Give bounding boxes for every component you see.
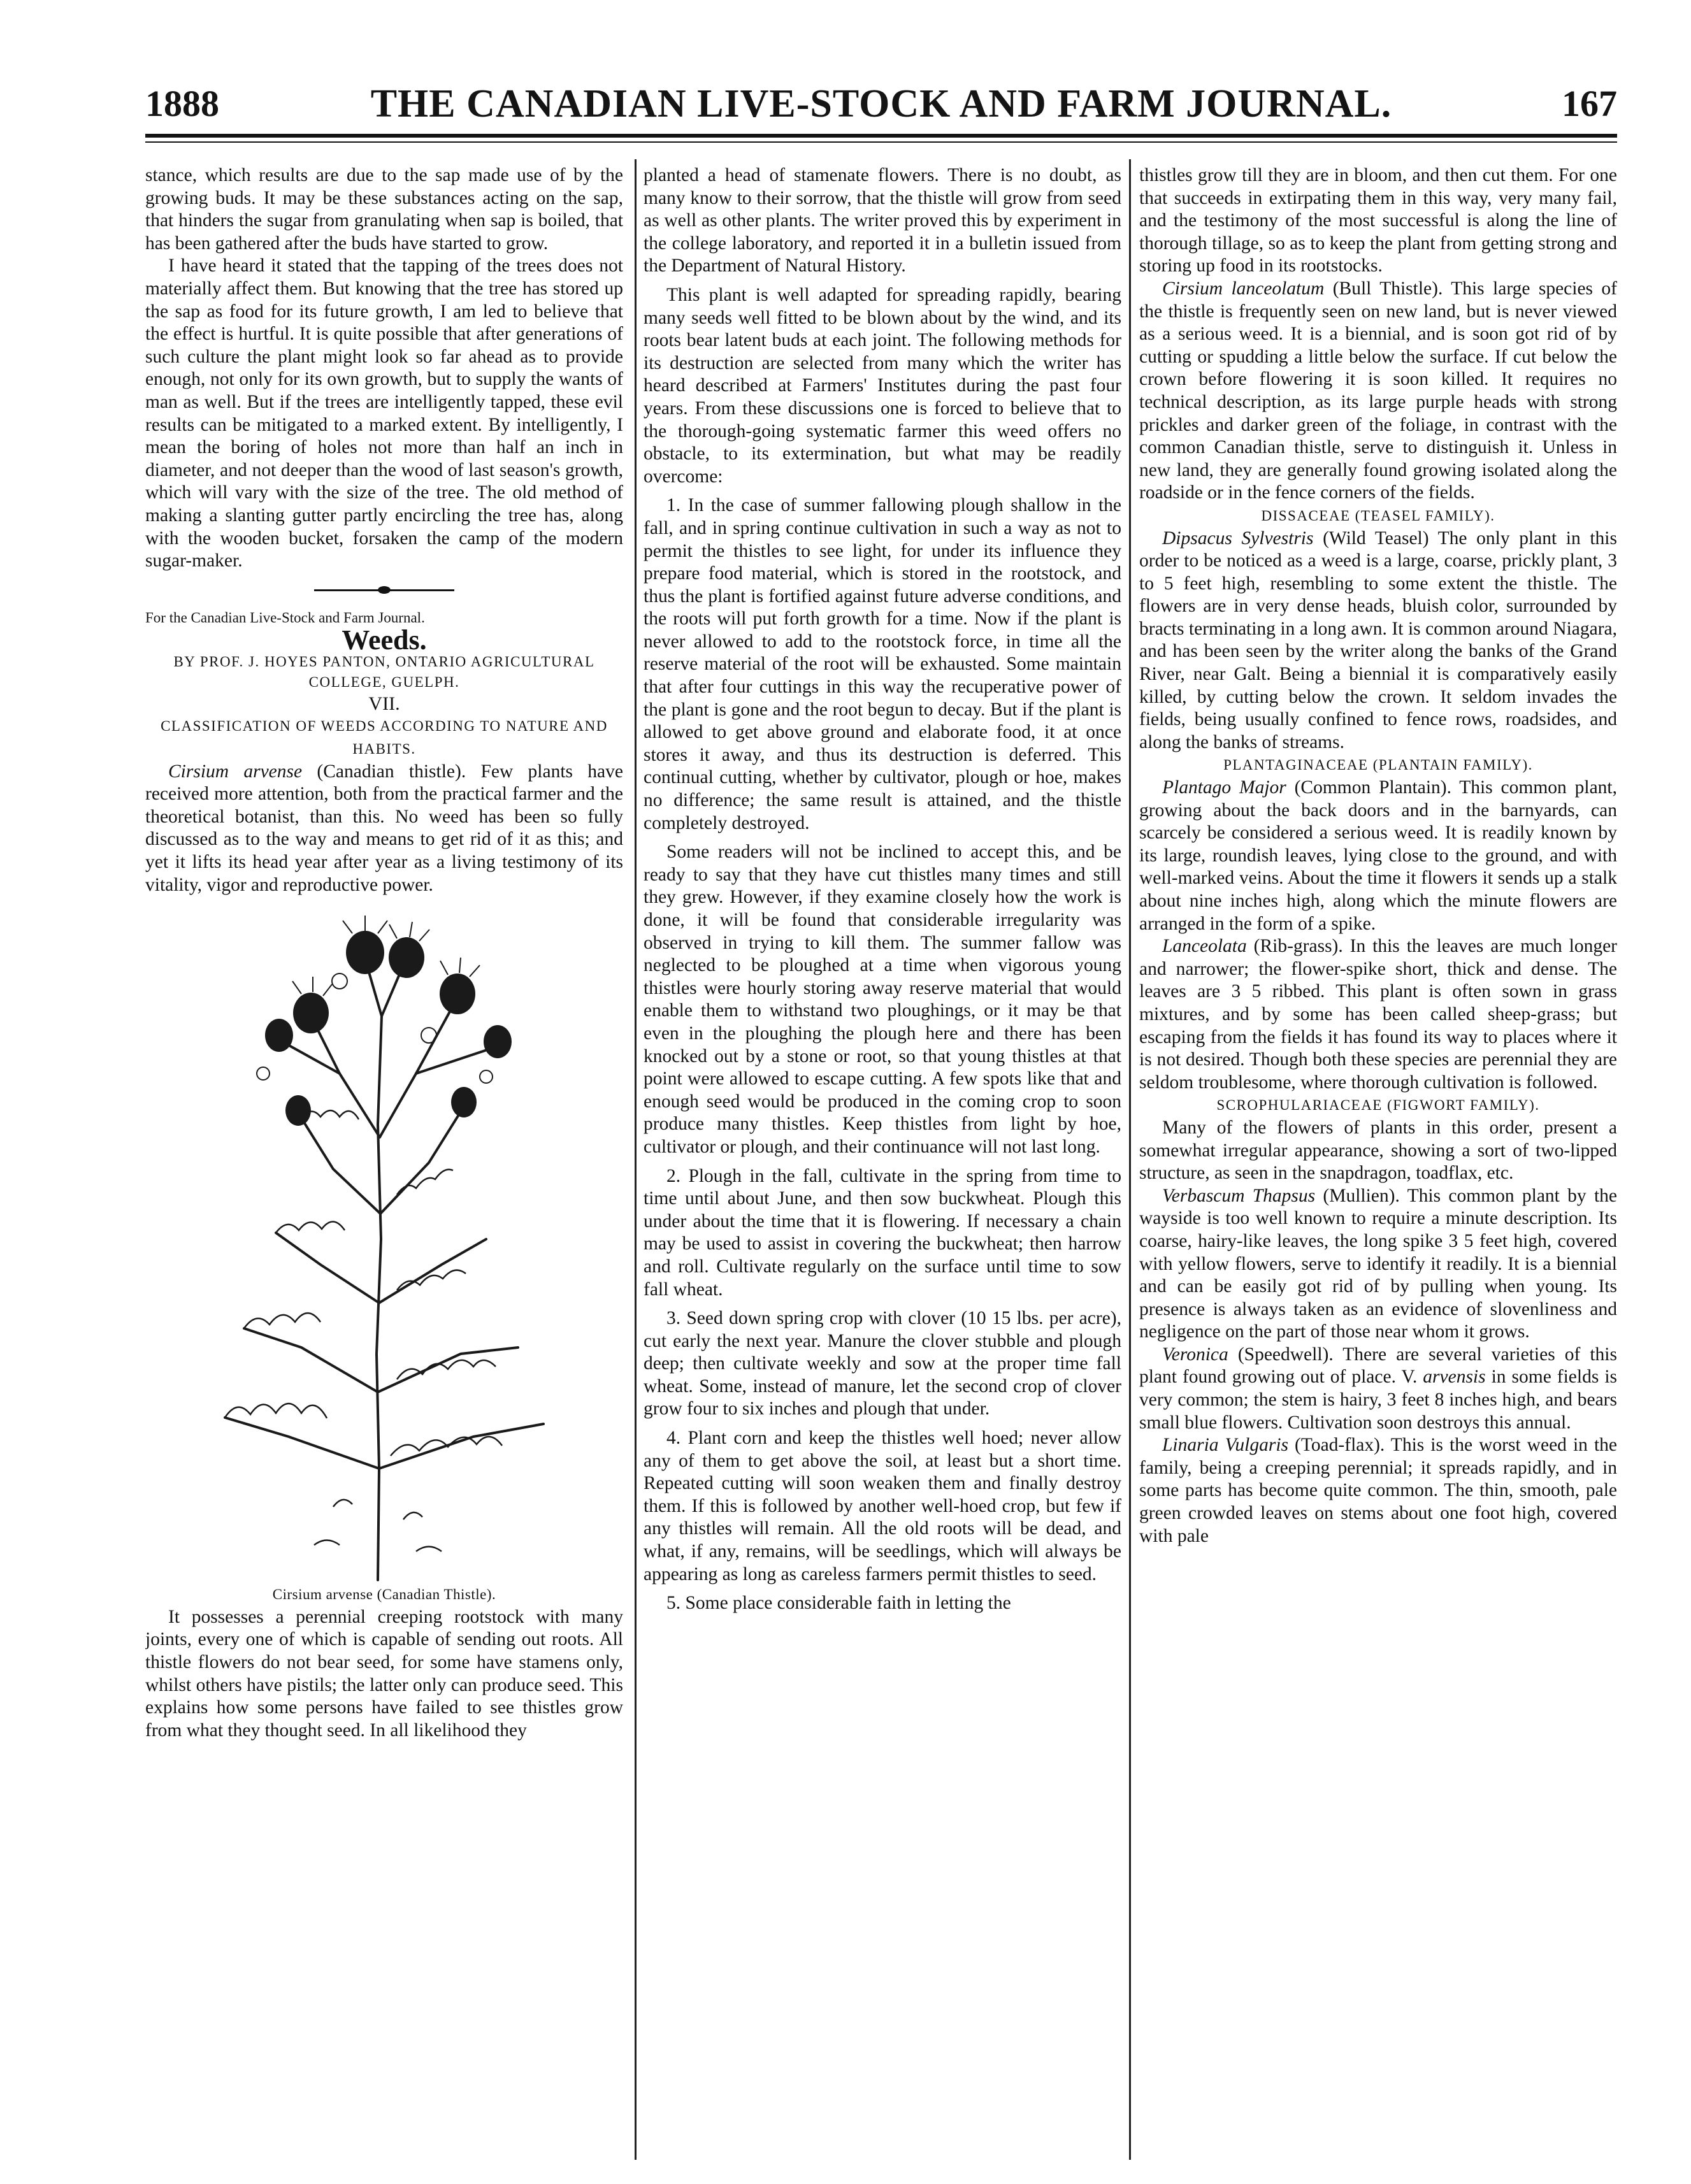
section-heading-teasel: DISSACEAE (TEASEL FAMILY). xyxy=(1261,507,1495,524)
column-divider-1 xyxy=(635,159,637,2160)
col2-paragraph-4: Some readers will not be inclined to accept this, and be ready to say that they have cut thistles many times and still they grew. However, if they examine closely how the work is done, it will be found that considerable irregularity was observed in trying to kill them. The summer fallow was neglected to be ploughed at a time when vigorous young thistles were hourly storing away reserve material that would enable them to withstand two ploughings, or it may be that even in the ploughing the plough here and there has been knocked out by a stone or root, so that young thistles at that point were allowed to escape cutting. A few spots like that and enough seed would be produced in the coming crop to soon produce many thistles. Keep thistles from light by hoe, cultivator or plough, and their continuance will not last long. xyxy=(644,842,1121,1157)
col3-paragraph-rib-grass: Lanceolata (Rib-grass). In this the leaves are much longer and narrower; the flower-spike short, thick and dense. The leaves are 3 5 ribbed. This plant is often sown in grass mixtures, and by some has been called sheep-grass; but escaping from the fields it has found its way to places where it is not desired. Though both these species are perennial they are seldom troublesome, where thorough cultivation is followed. xyxy=(1139,936,1617,1093)
thistle-drawing-icon xyxy=(187,908,582,1583)
header-rule-thin xyxy=(145,141,1617,143)
col2-paragraph-8: 5. Some place considerable faith in letting the xyxy=(666,1593,1011,1614)
article-part-number: VII. xyxy=(368,693,400,714)
figure-caption: Cirsium arvense (Canadian Thistle). xyxy=(272,1586,496,1603)
article-separator xyxy=(314,589,454,591)
col2-paragraph-3: 1. In the case of summer fallowing plough shallow in the fall, and in spring continue cultivation in such a way as not to permit the thistles to see light, for under its influence they prepare food material, which is stored in the rootstock, and thus the plant is fortified against future adverse conditions, and the roots will put forth growth for a time. Now if the plant is never allowed to add to the rootstock force, in time all the reserve material of the root will be exhausted. Some maintain that after four cuttings in this way the recuperative power of the plant is gone and the root begun to decay. But if the plant is allowed to get above ground and elaborate food, it at once stores it away, and thus its destruction is deferred. This continual cutting, whether by cultivator, plough or hoe, makes no difference; the same result is attained, and the thistle completely destroyed. xyxy=(644,495,1121,833)
col3-paragraph-mullien: Verbascum Thapsus (Mullien). This common plant by the wayside is too well known to require a minute description. Its coarse, hairy-like leaves, the long spike 3 5 feet high, covered with yellow flowers, serve to identify it readily. It is a biennial and can be easily got rid of by pulling when young. Its presence is always taken as an evidence of slovenliness and negligence on the part of those near whom it grows. xyxy=(1139,1185,1617,1342)
column-3 xyxy=(1139,164,1617,2152)
page-header xyxy=(145,75,1617,133)
column-2 xyxy=(644,164,1121,2152)
species-name: Cirsium arvense xyxy=(168,761,303,782)
col3-paragraph-bull-thistle: Cirsium lanceolatum (Bull Thistle). This large species of the thistle is frequently seen on new land, but is never viewed as a serious weed. It is a biennial, and is soon got rid of by cutting or spudding a little below the surface. If cut below the crown before flowering it is soon killed. It requires no technical description, as its large purple heads with strong prickles and darker green of the foliage, in contrast with the common Canadian thistle, serve to distinguish it. Unless in new land, they are generally found growing isolated along the roadside or in the fence corners of the fields. xyxy=(1139,278,1617,503)
col3-paragraph-1: thistles grow till they are in bloom, and then cut them. For one that succeeds in extirpating them in this way, very many fail, and the testimony of the most successful is along the line of thorough tillage, so as to keep the plant from getting strong and storing up food in its rootstocks. xyxy=(1139,165,1617,277)
col3-paragraph-plantain: Plantago Major (Common Plantain). This common plant, growing about the back doors and in the barnyards, can scarcely be considered a serious weed. It is readily known by its large, roundish leaves, lying close to the ground, and with well-marked veins. About the time it flowers it sends up a stalk about nine inches high, along which the minute flowers are arranged in the form of a spike. xyxy=(1139,777,1617,934)
header-rule-thick xyxy=(145,134,1617,138)
col1-paragraph-cirsium-arvense: Cirsium arvense (Canadian thistle). Few plants have received more attention, both from the practical farmer and the theoretical botanist, than this. No weed has been so fully discussed as to the way and means to get rid of it as this; and yet it lifts its head year after year as a living testimony of its vitality, vigor and reproductive power. xyxy=(145,761,623,895)
header-title: THE CANADIAN LIVE-STOCK AND FARM JOURNAL. xyxy=(370,82,1392,126)
col3-paragraph-figwort: Many of the flowers of plants in this order, present a somewhat irregular appearance, showing a sort of two-lipped structure, as seen in the snapdragon, toadflax, etc. xyxy=(1139,1117,1617,1184)
col2-paragraph-7: 4. Plant corn and keep the thistles well hoed; never allow any of them to get above the soil, at least but a short time. Repeated cutting will soon weaken them and finally destroy them. If this is followed by another well-hoed crop, but few if any thistles will remain. All the old roots will be dead, and what, if any, remains, will be seedlings, which will always be appearing as long as careless farmers permit thistles to seed. xyxy=(644,1428,1121,1584)
section-heading-figwort: SCROPHULARIACEAE (FIGWORT FAMILY). xyxy=(1216,1097,1540,1114)
article-title: Weeds. xyxy=(342,624,427,656)
col2-paragraph-1: planted a head of stamenate flowers. There is no doubt, as many know to their sorrow, that the thistle will grow from seed as well as other plants. The writer proved this by experiment in the college laboratory, and reported it in a bulletin issued from the Department of Natural History. xyxy=(644,165,1121,277)
col3-paragraph-teasel: Dipsacus Sylvestris (Wild Teasel) The only plant in this order to be noticed as a weed is a large, coarse, prickly plant, 3 to 5 feet high, resembling to some extent the thistle. The flowers are in very dense heads, bluish color, surrounded by bracts terminating in a long awn. It is common around Niagara, and has been seen by the writer along the banks of the Grand River, near Galt. Being a biennial it is comparatively easily killed, by cutting below the crown. It seldom invades the fields, being usually confined to fence rows, roadsides, and along the banks of streams. xyxy=(1139,528,1617,752)
header-page-number: 167 xyxy=(1562,83,1617,124)
col1-paragraph-1: stance, which results are due to the sap made use of by the growing buds. It may be these substances acting on the sap, that hinders the sugar from granulating when sap is boiled, that has been gathered after the buds have started to grow. xyxy=(145,165,623,254)
col2-paragraph-6: 3. Seed down spring crop with clover (10 15 lbs. per acre), cut early the next year. Manure the clover stubble and plough deep; then cultivate weekly and sow at the proper time fall wheat. Some, instead of manure, let the second crop of clover grow four to six inches and plough that under. xyxy=(644,1308,1121,1419)
column-divider-2 xyxy=(1129,159,1131,2160)
col2-paragraph-5: 2. Plough in the fall, cultivate in the spring from time to time until about June, and then sow buckwheat. Plough this under about the time that it is flowering. If necessary a chain may be used to assist in covering the buckwheat; then harrow and roll. Cultivate regularly on the surface until time to sow fall wheat. xyxy=(644,1165,1121,1300)
col1-paragraph-2: I have heard it stated that the tapping of the trees does not materially affect them. But knowing that the tree has stored up the sap as food for its future growth, I am led to believe that the effect is hurtful. It is quite possible that after generations of such culture the plant might look so far ahead as to provide enough, not only for its own growth, but to supply the wants of man as well. But if the trees are intelligently tapped, these evil results can be mitigated to a marked extent. By intelligently, I mean the boring of holes not more than half an inch in diameter, and not deeper than the wood of last season's growth, which will vary with the size of the tree. The old method of making a slanting gutter partly encircling the tree has, along with the wooden bucket, forsaken the camp of the modern sugar-maker. xyxy=(145,255,623,571)
col3-paragraph-speedwell: Veronica (Speedwell). There are several varieties of this plant found growing out of place. V. arvensis in some fields is very common; the stem is hairy, 3 feet 8 inches high, and bears small blue flowers. Cultivation soon destroys this annual. xyxy=(1139,1344,1617,1433)
col3-paragraph-toad-flax: Linaria Vulgaris (Toad-flax). This is the worst weed in the family, being a creeping perennial; it spreads rapidly, and in some parts has become quite common. The thin, smooth, pale green crowded leaves on stems about one foot high, covered with pale xyxy=(1139,1435,1617,1546)
header-year: 1888 xyxy=(145,83,219,124)
article-subheading: CLASSIFICATION OF WEEDS ACCORDING TO NATURE AND HABITS. xyxy=(161,718,608,758)
article-source-line: For the Canadian Live-Stock and Farm Journal. xyxy=(145,609,425,626)
col2-paragraph-2: This plant is well adapted for spreading rapidly, bearing many seeds well fitted to be blown about by the wind, and its roots bear latent buds at each joint. The following methods for its destruction are selected from many which the writer has heard described at Farmers' Institutes during the past four years. From these discussions one is forced to believe that to the thorough-going systematic farmer this weed offers no obstacle, to its extermination, but what may be readily overcome: xyxy=(644,284,1121,487)
col1-paragraph-4: It possesses a perennial creeping rootstock with many joints, every one of which is capable of sending out roots. All thistle flowers do not bear seed, for some have stamens only, whilst others have pistils; the latter only can produce seed. This explains how some persons have failed to see thistles grow from what they thought seed. In all likelihood they xyxy=(145,1606,623,1741)
column-1 xyxy=(145,164,623,2152)
section-heading-plantain: PLANTAGINACEAE (PLANTAIN FAMILY). xyxy=(1223,757,1533,773)
article-byline: BY PROF. J. HOYES PANTON, ONTARIO AGRICULTURAL COLLEGE, GUELPH. xyxy=(173,653,595,690)
thistle-illustration xyxy=(145,908,623,1583)
